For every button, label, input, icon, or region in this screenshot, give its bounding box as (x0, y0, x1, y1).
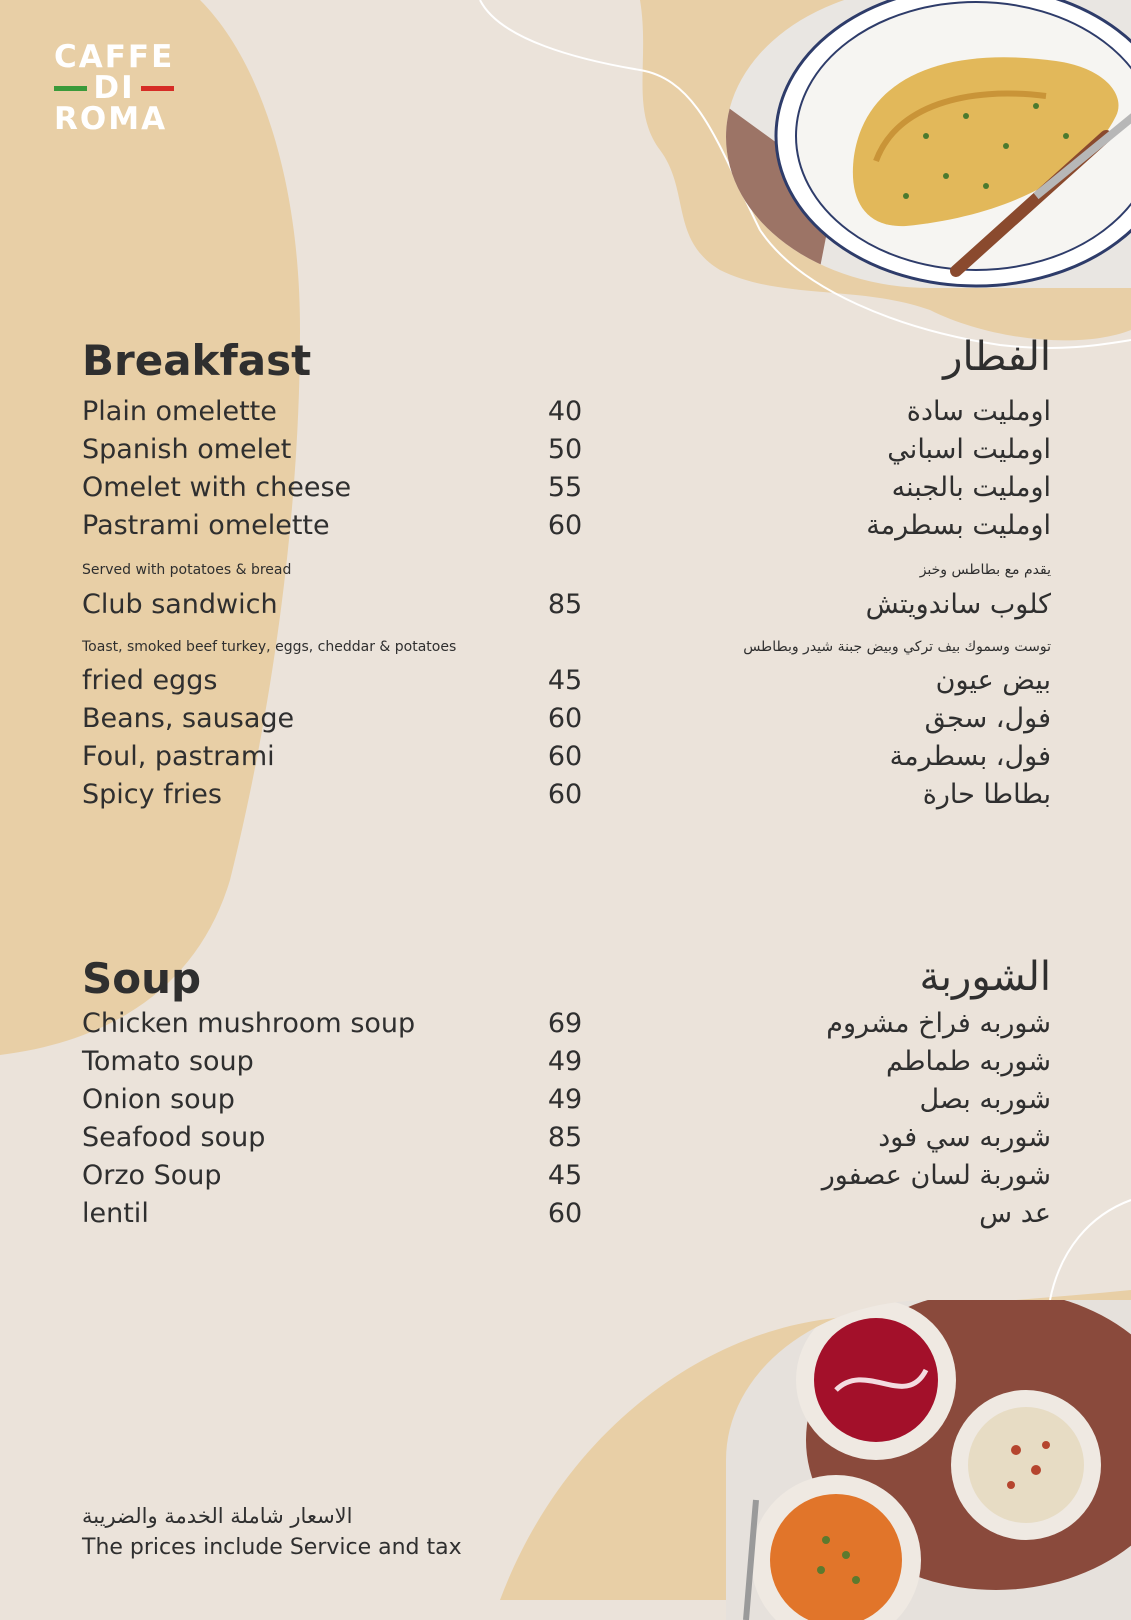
item-price: 60 (547, 741, 583, 772)
menu-item (0, 507, 1131, 545)
item-name: Chicken mushroom soup (82, 1008, 416, 1039)
item-name-arabic: شوربه سي فود (878, 1122, 1051, 1153)
item-price: 60 (547, 1198, 583, 1229)
note-text-arabic: يقدم مع بطاطس وخبز (919, 562, 1051, 578)
menu-item (0, 1195, 1131, 1233)
item-price: 55 (547, 472, 583, 503)
menu-item (0, 738, 1131, 776)
note-text: Toast, smoked beef turkey, eggs, cheddar & potatoes (82, 639, 457, 655)
logo-green-bar (54, 86, 87, 91)
item-name-arabic: شوربه طماطم (886, 1046, 1051, 1077)
logo-di-text: DI (93, 70, 135, 106)
price-footer (82, 1500, 462, 1564)
item-price: 60 (547, 510, 583, 541)
item-price: 45 (547, 665, 583, 696)
item-price: 49 (547, 1084, 583, 1115)
menu-item (0, 1043, 1131, 1081)
item-name: Spanish omelet (82, 434, 292, 465)
item-name: lentil (82, 1198, 149, 1229)
item-note (0, 635, 1131, 659)
item-price: 49 (547, 1046, 583, 1077)
omelette-photo (726, 0, 1131, 288)
menu-item (0, 431, 1131, 469)
item-name-arabic: اومليت اسباني (887, 434, 1051, 465)
item-name: Foul, pastrami (82, 741, 275, 772)
item-name: Club sandwich (82, 589, 278, 620)
item-name-arabic: شوربة لسان عصفور (821, 1160, 1051, 1191)
item-name: Pastrami omelette (82, 510, 330, 541)
item-name-arabic: شوربه فراخ مشروم (826, 1008, 1051, 1039)
menu-item (0, 1119, 1131, 1157)
note-text: Served with potatoes & bread (82, 562, 292, 578)
menu-item (0, 1005, 1131, 1043)
cafe-logo (54, 40, 174, 136)
item-name-arabic: شوربه بصل (919, 1084, 1051, 1115)
item-name-arabic: فول، سجق (924, 703, 1051, 734)
item-name-arabic: فول، بسطرمة (889, 741, 1051, 772)
breakfast-title-arabic: الفطار (943, 334, 1051, 380)
footer-note: The prices include Service and tax (82, 1535, 462, 1560)
logo-line-1: CAFFE (54, 39, 175, 75)
logo-line-2 (54, 70, 174, 106)
item-name-arabic: اومليت سادة (906, 396, 1051, 427)
soup-bowls-photo (726, 1300, 1131, 1620)
item-name: Omelet with cheese (82, 472, 352, 503)
item-name: Tomato soup (82, 1046, 254, 1077)
item-name-arabic: اومليت بالجبنه (891, 472, 1051, 503)
note-text-arabic: توست وسموك بيف تركي وبيض جبنة شيدر وبطاطس (743, 639, 1051, 655)
item-price: 50 (547, 434, 583, 465)
item-price: 40 (547, 396, 583, 427)
item-note (0, 558, 1131, 582)
breakfast-title: Breakfast (82, 336, 312, 385)
menu-item (0, 700, 1131, 738)
item-name: Plain omelette (82, 396, 277, 427)
menu-item (0, 662, 1131, 700)
item-name: Beans, sausage (82, 703, 295, 734)
menu-item (0, 586, 1131, 624)
item-price: 85 (547, 1122, 583, 1153)
item-name-arabic: عد س (979, 1198, 1051, 1229)
soup-title-arabic: الشوربة (919, 954, 1051, 1000)
menu-item (0, 1081, 1131, 1119)
item-name-arabic: كلوب ساندويتش (865, 589, 1051, 620)
item-name-arabic: بطاطا حارة (922, 779, 1051, 810)
logo-line-3: ROMA (54, 101, 168, 137)
footer-note-arabic: الاسعار شاملة الخدمة والضريبة (82, 1504, 353, 1528)
menu-item (0, 1157, 1131, 1195)
menu-item (0, 393, 1131, 431)
item-name: Spicy fries (82, 779, 222, 810)
menu-item (0, 776, 1131, 814)
item-name-arabic: اومليت بسطرمة (866, 510, 1051, 541)
soup-title: Soup (82, 954, 202, 1003)
item-price: 45 (547, 1160, 583, 1191)
logo-red-bar (141, 86, 174, 91)
item-name: Orzo Soup (82, 1160, 222, 1191)
item-price: 60 (547, 779, 583, 810)
item-name: fried eggs (82, 665, 218, 696)
menu-item (0, 469, 1131, 507)
item-price: 60 (547, 703, 583, 734)
item-price: 85 (547, 589, 583, 620)
item-name-arabic: بيض عيون (935, 665, 1051, 696)
item-name: Seafood soup (82, 1122, 266, 1153)
item-price: 69 (547, 1008, 583, 1039)
item-name: Onion soup (82, 1084, 235, 1115)
